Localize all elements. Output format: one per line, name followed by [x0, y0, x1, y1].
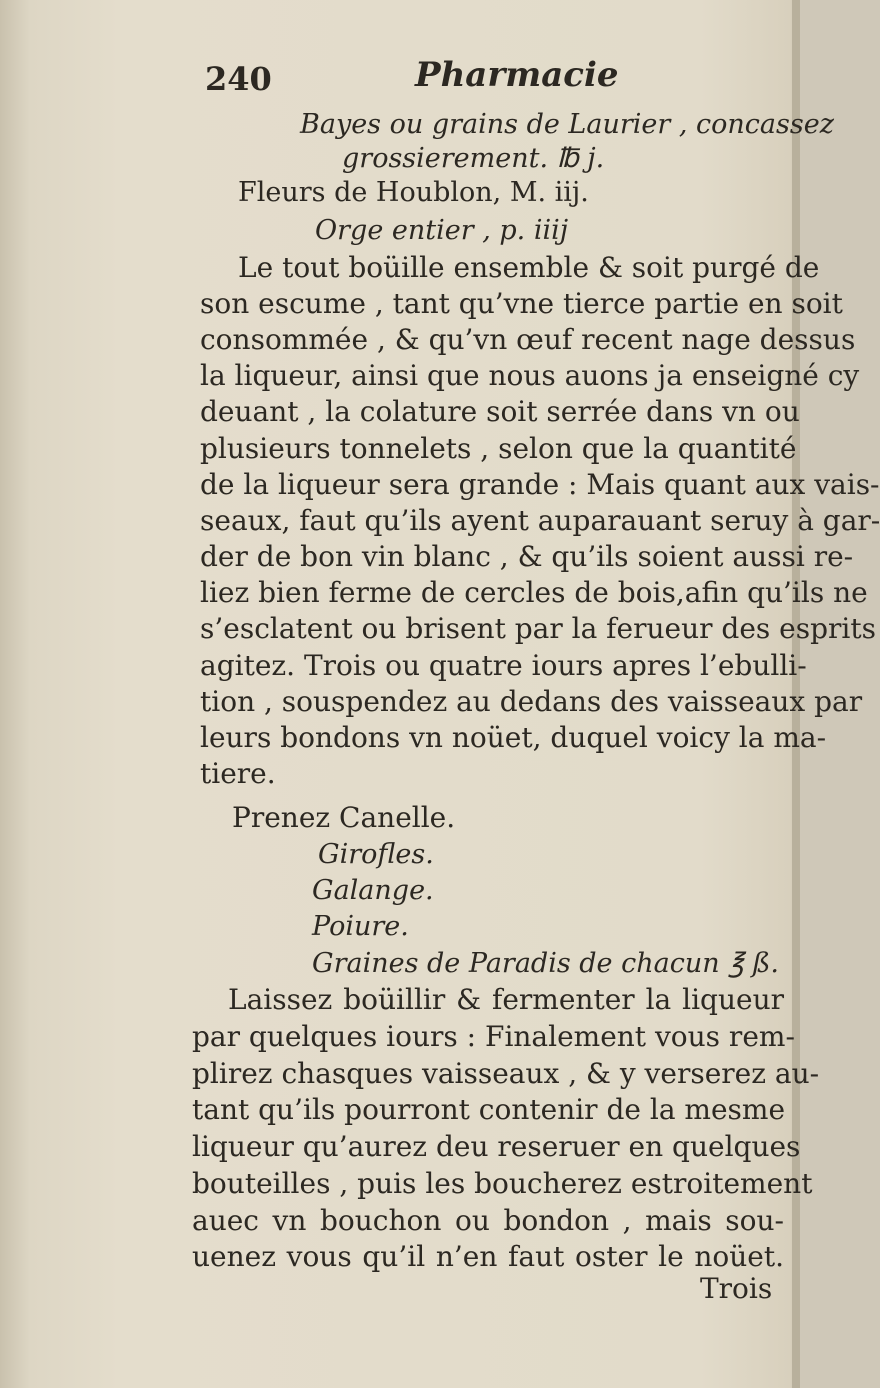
- text-line: der de bon vin blanc , & qu’ils soient aussi re-: [200, 540, 854, 573]
- text-line: bouteilles , puis les boucherez estroitement: [192, 1167, 813, 1200]
- text-line: par quelques iours : Finalement vous rem-: [192, 1020, 795, 1053]
- text-line: uenez vous qu’il n’en faut oster le noüet.: [192, 1240, 784, 1273]
- text-line: Girofles.: [318, 839, 434, 870]
- text-line: consommée , & qu’vn œuf recent nage dessus: [200, 323, 856, 356]
- text-line: Graines de Paradis de chacun ℥ ß.: [312, 948, 780, 979]
- text-line: grossierement. ℔ j.: [342, 143, 605, 174]
- text-line: Prenez Canelle.: [232, 801, 456, 834]
- text-line: leurs bondons vn noüet, duquel voicy la ma-: [200, 721, 827, 754]
- text-line: tant qu’ils pourront contenir de la mesme: [192, 1093, 786, 1126]
- text-line: s’esclatent ou brisent par la ferueur des esprits: [200, 612, 877, 645]
- text-line: auec vn bouchon ou bondon , mais sou-: [192, 1204, 784, 1237]
- text-line: Fleurs de Houblon, M. iij.: [238, 177, 589, 208]
- text-line: Poiure.: [312, 911, 409, 942]
- text-line: tion , souspendez au dedans des vaisseaux par: [200, 685, 863, 718]
- page-number: 240: [205, 60, 272, 98]
- catchword: Trois: [700, 1272, 773, 1305]
- text-line: Bayes ou grains de Laurier , concassez: [300, 109, 834, 140]
- text-line: tiere.: [200, 757, 276, 790]
- text-line: Galange.: [312, 875, 434, 906]
- text-line: agitez. Trois ou quatre iours apres l’ebulli-: [200, 649, 807, 682]
- text-line: de la liqueur sera grande : Mais quant aux vais-: [200, 468, 880, 501]
- text-line: liqueur qu’aurez deu reseruer en quelques: [192, 1130, 801, 1163]
- text-line: liez bien ferme de cercles de bois,afin qu’ils ne: [200, 576, 868, 609]
- running-title: Pharmacie: [415, 55, 619, 95]
- text-line: son escume , tant qu’vne tierce partie en soit: [200, 287, 843, 320]
- text-line: plusieurs tonnelets , selon que la quantité: [200, 432, 797, 465]
- text-line: seaux, faut qu’ils ayent auparauant seruy à gar-: [200, 504, 880, 537]
- text-line: Orge entier , p. iiij: [315, 215, 569, 246]
- text-line: plirez chasques vaisseaux , & y verserez au-: [192, 1057, 820, 1090]
- text-line: deuant , la colature soit serrée dans vn ou: [200, 395, 800, 428]
- text-line: Le tout boüille ensemble & soit purgé de: [238, 251, 820, 284]
- text-line: la liqueur, ainsi que nous auons ja enseigné cy: [200, 359, 860, 392]
- text-line: Laissez boüillir & fermenter la liqueur: [228, 983, 784, 1016]
